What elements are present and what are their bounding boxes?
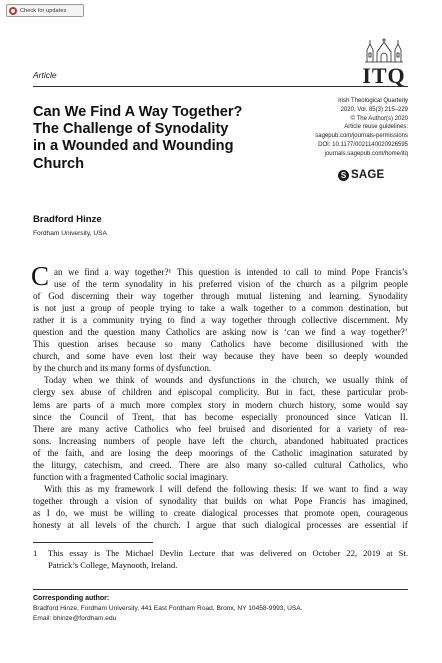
correspondence-address: Bradford Hinze, Fordham University, 441 East Fordham Road, Bronx, NY 10458-9993, USA. (33, 605, 303, 612)
body-line: rather it is a community trying to find a way together through collective discernment. My (33, 315, 408, 326)
footnote-number: 1 (33, 548, 38, 558)
correspondence-heading: Corresponding author: (33, 595, 110, 602)
body-line: is not just a group of people trying to take a walk together to a common destination, but (33, 303, 408, 314)
title-line: Church (33, 155, 85, 172)
author-affiliation: Fordham University, USA (33, 230, 107, 237)
correspondence-email[interactable]: Email: bhinze@fordham.edu (33, 615, 117, 622)
journal-metadata (288, 97, 408, 159)
footnote-line (33, 548, 408, 560)
author-name: Bradford Hinze (33, 214, 102, 225)
permissions-link[interactable]: sagepub.com/journals-permissions (315, 133, 408, 140)
body-line: of God discerning their way together through mutual listening and learning. Synodality (33, 291, 408, 302)
body-line: by the church and its many forms of dysfunction. (33, 363, 212, 374)
check-for-updates-label: Check for updates (20, 7, 67, 14)
body-line: function with a fragmented Catholic social imaginary. (33, 471, 229, 482)
drop-cap: C (31, 261, 50, 291)
reuse-guidelines-label: Article reuse guidelines: (344, 124, 408, 131)
check-for-updates-badge[interactable] (6, 4, 84, 17)
journal-volume: 2020, Vol. 85(3) 215–229 (340, 106, 408, 113)
body-line: since the Council of Trent, that has become especially pronounced since Vatican II. (33, 411, 408, 422)
article-type-label: Article (33, 70, 57, 80)
body-line: honesty at all levels of the church. I argue that such dialogical processes are essential if (33, 519, 408, 530)
body-line: of the faith, and are losing the deep moorings of the Catholic imagination saturated by (33, 447, 408, 458)
article-title (33, 104, 293, 173)
body-line: This question arises because so many Catholics have become disillusioned with the (33, 339, 408, 350)
body-line: an we find a way together?¹ This question is intended to call to mind Pope Francis’s (54, 267, 408, 277)
footnote-text: This essay is The Michael Devlin Lecture that was delivered on October 22, 2019 at St. (48, 548, 408, 558)
sage-logo-text: SAGE (351, 169, 385, 181)
copyright: © The Author(s) 2020 (350, 115, 408, 122)
update-icon (9, 7, 17, 15)
body-line: church, and some have even lost their way because they have been so deeply wounded (33, 351, 408, 362)
footnote (33, 548, 408, 571)
itq-logo-text: ITQ (362, 63, 406, 88)
doi[interactable]: DOI: 10.1177/0021140020926595 (318, 141, 408, 148)
body-line: together through a vision of synodality that builds on what Pope Francis has imagined, (33, 495, 408, 506)
journal-name: Irish Theological Quarterly (338, 98, 408, 104)
body-line: There are many active Catholics who feel bruised and disoriented for a variety of rea- (33, 423, 408, 434)
body-line: clergy sex abuse of children and episcopal complicity. But in fact, these particular prob- (33, 387, 408, 398)
title-line: in a Wounded and Wounding (33, 138, 234, 155)
journal-homepage-link[interactable]: journals.sagepub.com/home/itq (324, 150, 408, 157)
title-line: Can We Find A Way Together? (33, 104, 243, 120)
sage-mark-icon: S (338, 170, 349, 181)
article-body (33, 266, 408, 531)
body-line: the liturgy, catechism, and creed. There are also many so-called cultural Catholics, who (33, 459, 408, 470)
header-rule (33, 86, 408, 87)
footnote-line: Patrick’s College, Maynooth, Ireland. (48, 559, 178, 570)
body-line: use of the term synodality in his preferred vision of the church as a pilgrim people (54, 279, 408, 290)
body-line: With this as my framework I will defend the following thesis: If we want to find a way (44, 483, 408, 494)
sage-logo (338, 169, 384, 181)
body-line: lems are parts of a much more complex story in modern church history, some would say (33, 399, 408, 410)
body-line: question and the question many Catholics are asking now is ‘can we find a way together?’ (33, 327, 408, 338)
corresponding-author (33, 594, 303, 624)
body-line: as I do, we must be willing to create dialogical processes that promote open, courageous (33, 507, 408, 518)
body-line: Today when we think of wounds and dysfunctions in the church, we usually think of (44, 375, 408, 386)
correspondence-rule (33, 589, 408, 590)
footnote-rule (33, 542, 153, 543)
title-line: The Challenge of Synodality (33, 121, 229, 138)
body-line: sons. Increasing numbers of people have left the church, abandoned habituated practices (33, 435, 408, 446)
